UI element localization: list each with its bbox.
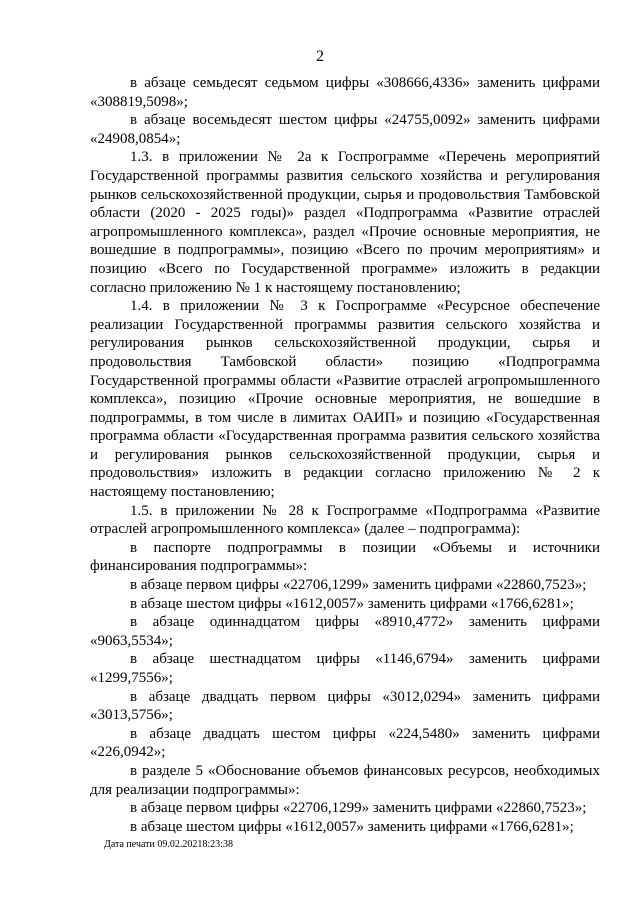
paragraph-abzac-11: в абзаце одиннадцатом цифры «8910,4772» заменить цифрами «9063,5534»; [90,614,600,649]
paragraph-abzac-26: в абзаце двадцать шестом цифры «224,5480» заменить цифрами «226,0942»; [90,725,600,761]
paragraph-item-1-3: 1.3. в приложении № 2а к Госпрограмме «Перечень мероприятий Государственной программы развития сельского хозяйства и регулирования рынков сельскохозяйственной продукции, сырья и продовольствия Тамбовской области (2020 - 2025 годы)» раздел «Подпрограмма «Развитие отраслей агропромышленного комплекса», раздел «Прочие основные мероприятия, не вошедшие в подпрограммы», позицию «Всего по прочим мероприятиям» и позицию «Всего по Государственной программе» изложить в редакции согласно приложению № 1 к настоящему постановлению; [90,149,600,296]
paragraph-item-1-4: 1.4. в приложении № 3 к Госпрограмме «Ресурсное обеспечение реализации Государственной программы развития сельского хозяйства и регулирования рынков сельскохозяйственной продукции, сырья и продовольствия Тамбовской области» позицию «Подпрограмма Государственной программы области «Развитие отраслей агропромышленного комплекса», позицию «Прочие основные мероприятия, не вошедшие в подпрограммы, в том числе в лимитах ОАИП» и позицию «Государственная программа области «Государственная программа развития сельского хозяйства и регулирования рынков сельскохозяйственной продукции, сырья и продовольствия» изложить в редакции согласно приложению № 2 к настоящему постановлению; [90,298,600,501]
page-number: 2 [316,48,324,65]
print-date: Дата печати 09.02.20218:23:38 [104,839,233,850]
paragraph-abzac-1: в абзаце первом цифры «22706,1299» заменить цифрами «22860,7523»; [130,577,587,594]
paragraph-abzac-86: в абзаце восемьдесят шестом цифры «24755,0092» заменить цифрами «24908,0854»; [90,112,600,147]
paragraph-section-5: в разделе 5 «Обоснование объемов финансовых ресурсов, необходимых для реализации подпрограммы»: [90,762,600,798]
paragraph-section-5-abzac-1: в абзаце первом цифры «22706,1299» заменить цифрами «22860,7523»; [130,800,587,817]
document-body [90,74,600,836]
paragraph-passport: в паспорте подпрограммы в позиции «Объемы и источники финансирования подпрограммы»: [90,539,600,575]
paragraph-abzac-77: в абзаце семьдесят седьмом цифры «308666,4336» заменить цифрами «308819,5098»; [90,75,600,110]
paragraph-item-1-5: 1.5. в приложении № 28 к Госпрограмме «Подпрограмма «Развитие отраслей агропромышленного комплекса» (далее – подпрограмма): [90,502,600,538]
paragraph-abzac-16: в абзаце шестнадцатом цифры «1146,6794» заменить цифрами «1299,7556»; [90,651,600,686]
paragraph-abzac-21: в абзаце двадцать первом цифры «3012,0294» заменить цифрами «3013,5756»; [90,688,600,724]
paragraph-section-5-abzac-6: в абзаце шестом цифры «1612,0057» заменить цифрами «1766,6281»; [130,818,574,835]
paragraph-abzac-6: в абзаце шестом цифры «1612,0057» заменить цифрами «1766,6281»; [130,595,574,612]
